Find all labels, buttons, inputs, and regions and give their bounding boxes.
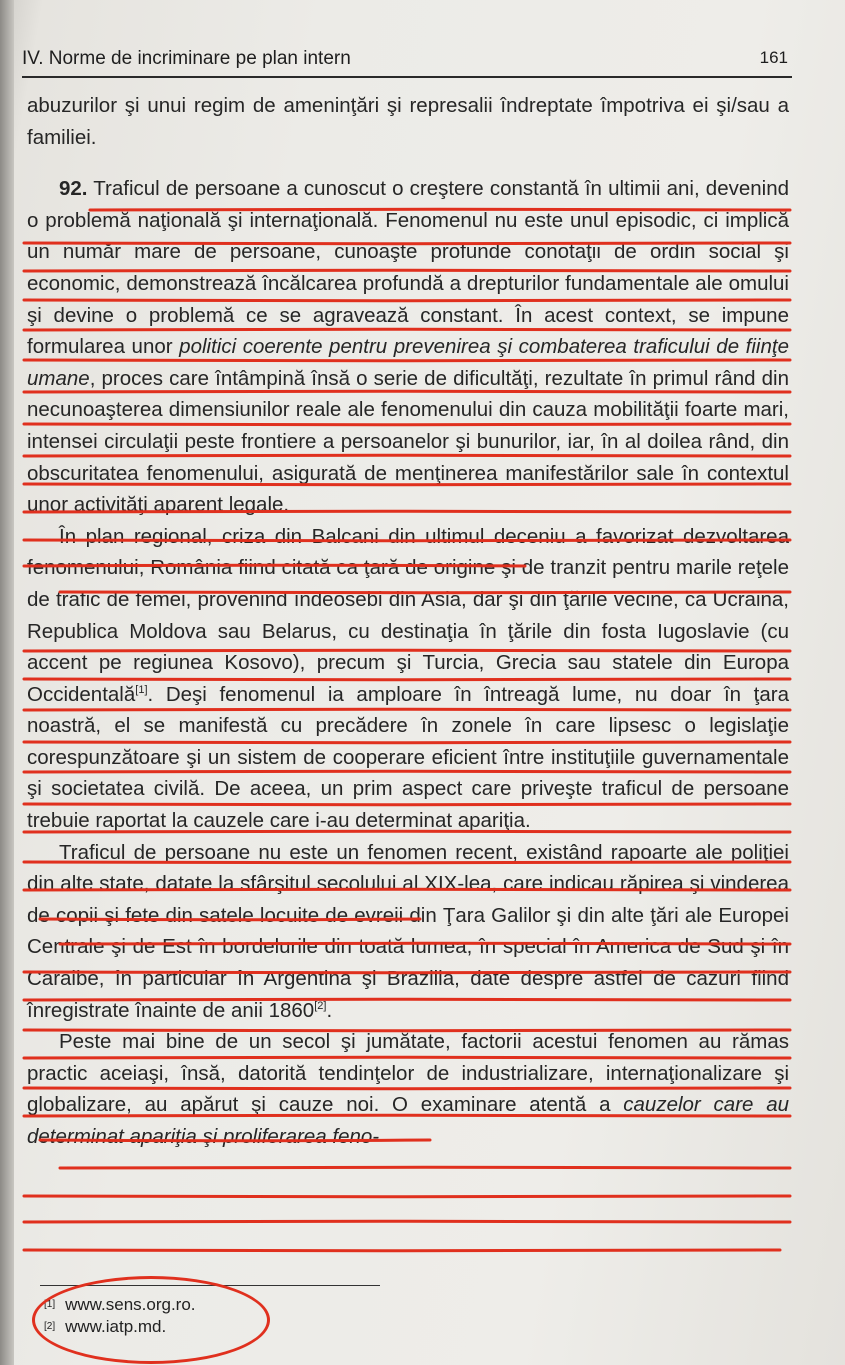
red-underline-stroke <box>60 1167 790 1168</box>
paragraph-causes-text-a: Peste mai bine de un secol şi jumătate, factorii acestui fenomen au rămas practic aceiaşi, însă, datorită tendinţelor de industrializare, internaţionalizare şi globalizare, au apărut şi cauze noi. O examinare atentă a <box>27 1030 789 1117</box>
paragraph-number: 92. <box>59 177 88 201</box>
red-underline-stroke <box>24 742 790 743</box>
red-underline-stroke <box>24 1115 790 1116</box>
red-underline-stroke <box>90 209 790 210</box>
red-underline-stroke <box>24 329 790 330</box>
red-underline-stroke <box>24 972 790 973</box>
red-underline-stroke <box>24 650 790 651</box>
paragraph-92-text-a: Traficul de persoane a cunoscut o creştere constantă în ultimii ani, devenind o problemă naţională şi internaţională. Fenomenul nu este unul episodic, ci implică un număr mare de persoane, cunoaşte profunde conotaţii de ordin social şi economic, demonstrează încălcarea profundă a drepturilor fundamentale ale omului şi devine o problemă ce se agravează constant. În acest context, se impune formularea unor <box>27 177 789 359</box>
page-number: 161 <box>759 48 788 67</box>
paragraph-92-italic: politici coerente pentru prevenirea şi combaterea traficului de fiinţe umane <box>27 335 789 390</box>
red-underline-stroke <box>24 889 790 890</box>
red-underline-stroke <box>24 270 790 271</box>
red-underline-stroke <box>24 511 790 512</box>
red-underline-stroke <box>24 424 790 425</box>
red-underline-stroke <box>24 243 790 244</box>
paragraph-intro: abuzurilor şi unui regim de ameninţări şi represalii îndreptate împotriva ei şi/sau a familiei. <box>27 94 789 149</box>
paragraph-92-text-b: , proces care întâmpină însă o serie de dificultăţi, rezultate în primul rând din necunoaşterea dimensiunilor reale ale fenomenului din cauza mobilităţii foarte mari, intensei circulaţii peste frontiere a persoanelor şi bunurilor, iar, în al doilea rând, din obscuritatea fenomenului, asigurată de menţinerea manifestărilor sale în contextul unor activităţi aparent legale. <box>27 366 789 517</box>
chapter-title: IV. Norme de incriminare pe plan intern <box>22 48 351 69</box>
red-underline-stroke <box>24 862 790 863</box>
footnote-link[interactable]: www.iatp.md. <box>65 1317 167 1336</box>
red-underline-stroke <box>24 1057 790 1058</box>
red-underline-stroke <box>24 831 790 832</box>
red-underline-stroke <box>24 999 790 1000</box>
red-underline-stroke <box>24 484 790 485</box>
red-underline-stroke <box>24 679 790 680</box>
footnote-marker: [2] <box>44 1321 56 1332</box>
red-underline-stroke <box>60 592 790 593</box>
paragraph-history-text-b: . <box>326 998 333 1022</box>
red-underline-stroke <box>24 455 790 456</box>
red-underline-stroke <box>24 804 790 805</box>
red-underline-stroke <box>24 540 790 541</box>
red-underline-stroke <box>24 1030 790 1031</box>
red-underline-stroke <box>24 391 790 392</box>
footnote-ref-1[interactable]: [1] <box>135 683 148 696</box>
red-underline-stroke <box>24 1221 790 1222</box>
paragraph-regional-text-b: . Deşi fenomenul ia amploare în întreagă lume, nu doar în ţara noastră, el se manifestă cu precădere în zonele în care lipsesc o legislaţie corespunzătoare şi un sistem de cooperare eficient între instituţiile guvernamentale şi societatea civilă. De aceea, un prim aspect care priveşte traficul de persoane trebuie raportat la cauzele care i-au determinat apariţia. <box>27 682 789 833</box>
red-underline-stroke <box>24 360 790 361</box>
red-underline-stroke <box>40 919 420 920</box>
red-underline-stroke <box>60 943 790 944</box>
footnote-ref-2[interactable]: [2] <box>314 999 327 1012</box>
red-circle-annotation <box>32 1276 270 1364</box>
paragraph-regional-text-a: În plan regional, criza din Balcani din ultimul deceniu a favorizat dezvoltarea fenomenului, România fiind citată ca ţară de origine şi de tranzit pentru marile reţele de trafic de femei, provenind îndeosebi din Asia, dar şi din ţările vecine, ca Ucraina, Republica Moldova sau Belarus, cu destinaţia în ţările din fosta Iugoslavie (cu accent pe regiunea Kosovo), precum şi Turcia, Grecia sau statele din Europa Occidentală <box>27 524 789 706</box>
footnote-marker: [1] <box>44 1299 56 1310</box>
red-underline-stroke <box>24 1250 780 1251</box>
red-underline-stroke <box>24 1196 790 1197</box>
paragraph-history-text-a: Traficul de persoane nu este un fenomen recent, existând rapoarte ale poliţiei din alte state, datate la sfârşitul secolului al XIX-lea, care indicau răpirea şi vinderea de copii şi fete din satele locuite de evreii din Ţara Galilor şi din alte ţări ale Europei Centrale şi de Est în bordelurile din toată lumea, în special în America de Sud şi în Caraibe, în particular în Argentina şi Brazilia, date despre astfel de cazuri fiind înregistrate înainte de anii 1860 <box>27 840 789 1022</box>
footnote-link[interactable]: www.sens.org.ro. <box>65 1295 196 1314</box>
red-underline-stroke <box>24 771 790 772</box>
paragraph-causes-italic: cauzelor care au determinat apariţia şi proliferarea feno- <box>27 1093 790 1148</box>
red-underline-stroke <box>24 709 790 710</box>
red-underline-stroke <box>24 300 790 301</box>
red-underline-stroke <box>40 1140 430 1141</box>
red-underline-stroke <box>24 1088 790 1089</box>
red-underline-stroke <box>24 565 525 566</box>
